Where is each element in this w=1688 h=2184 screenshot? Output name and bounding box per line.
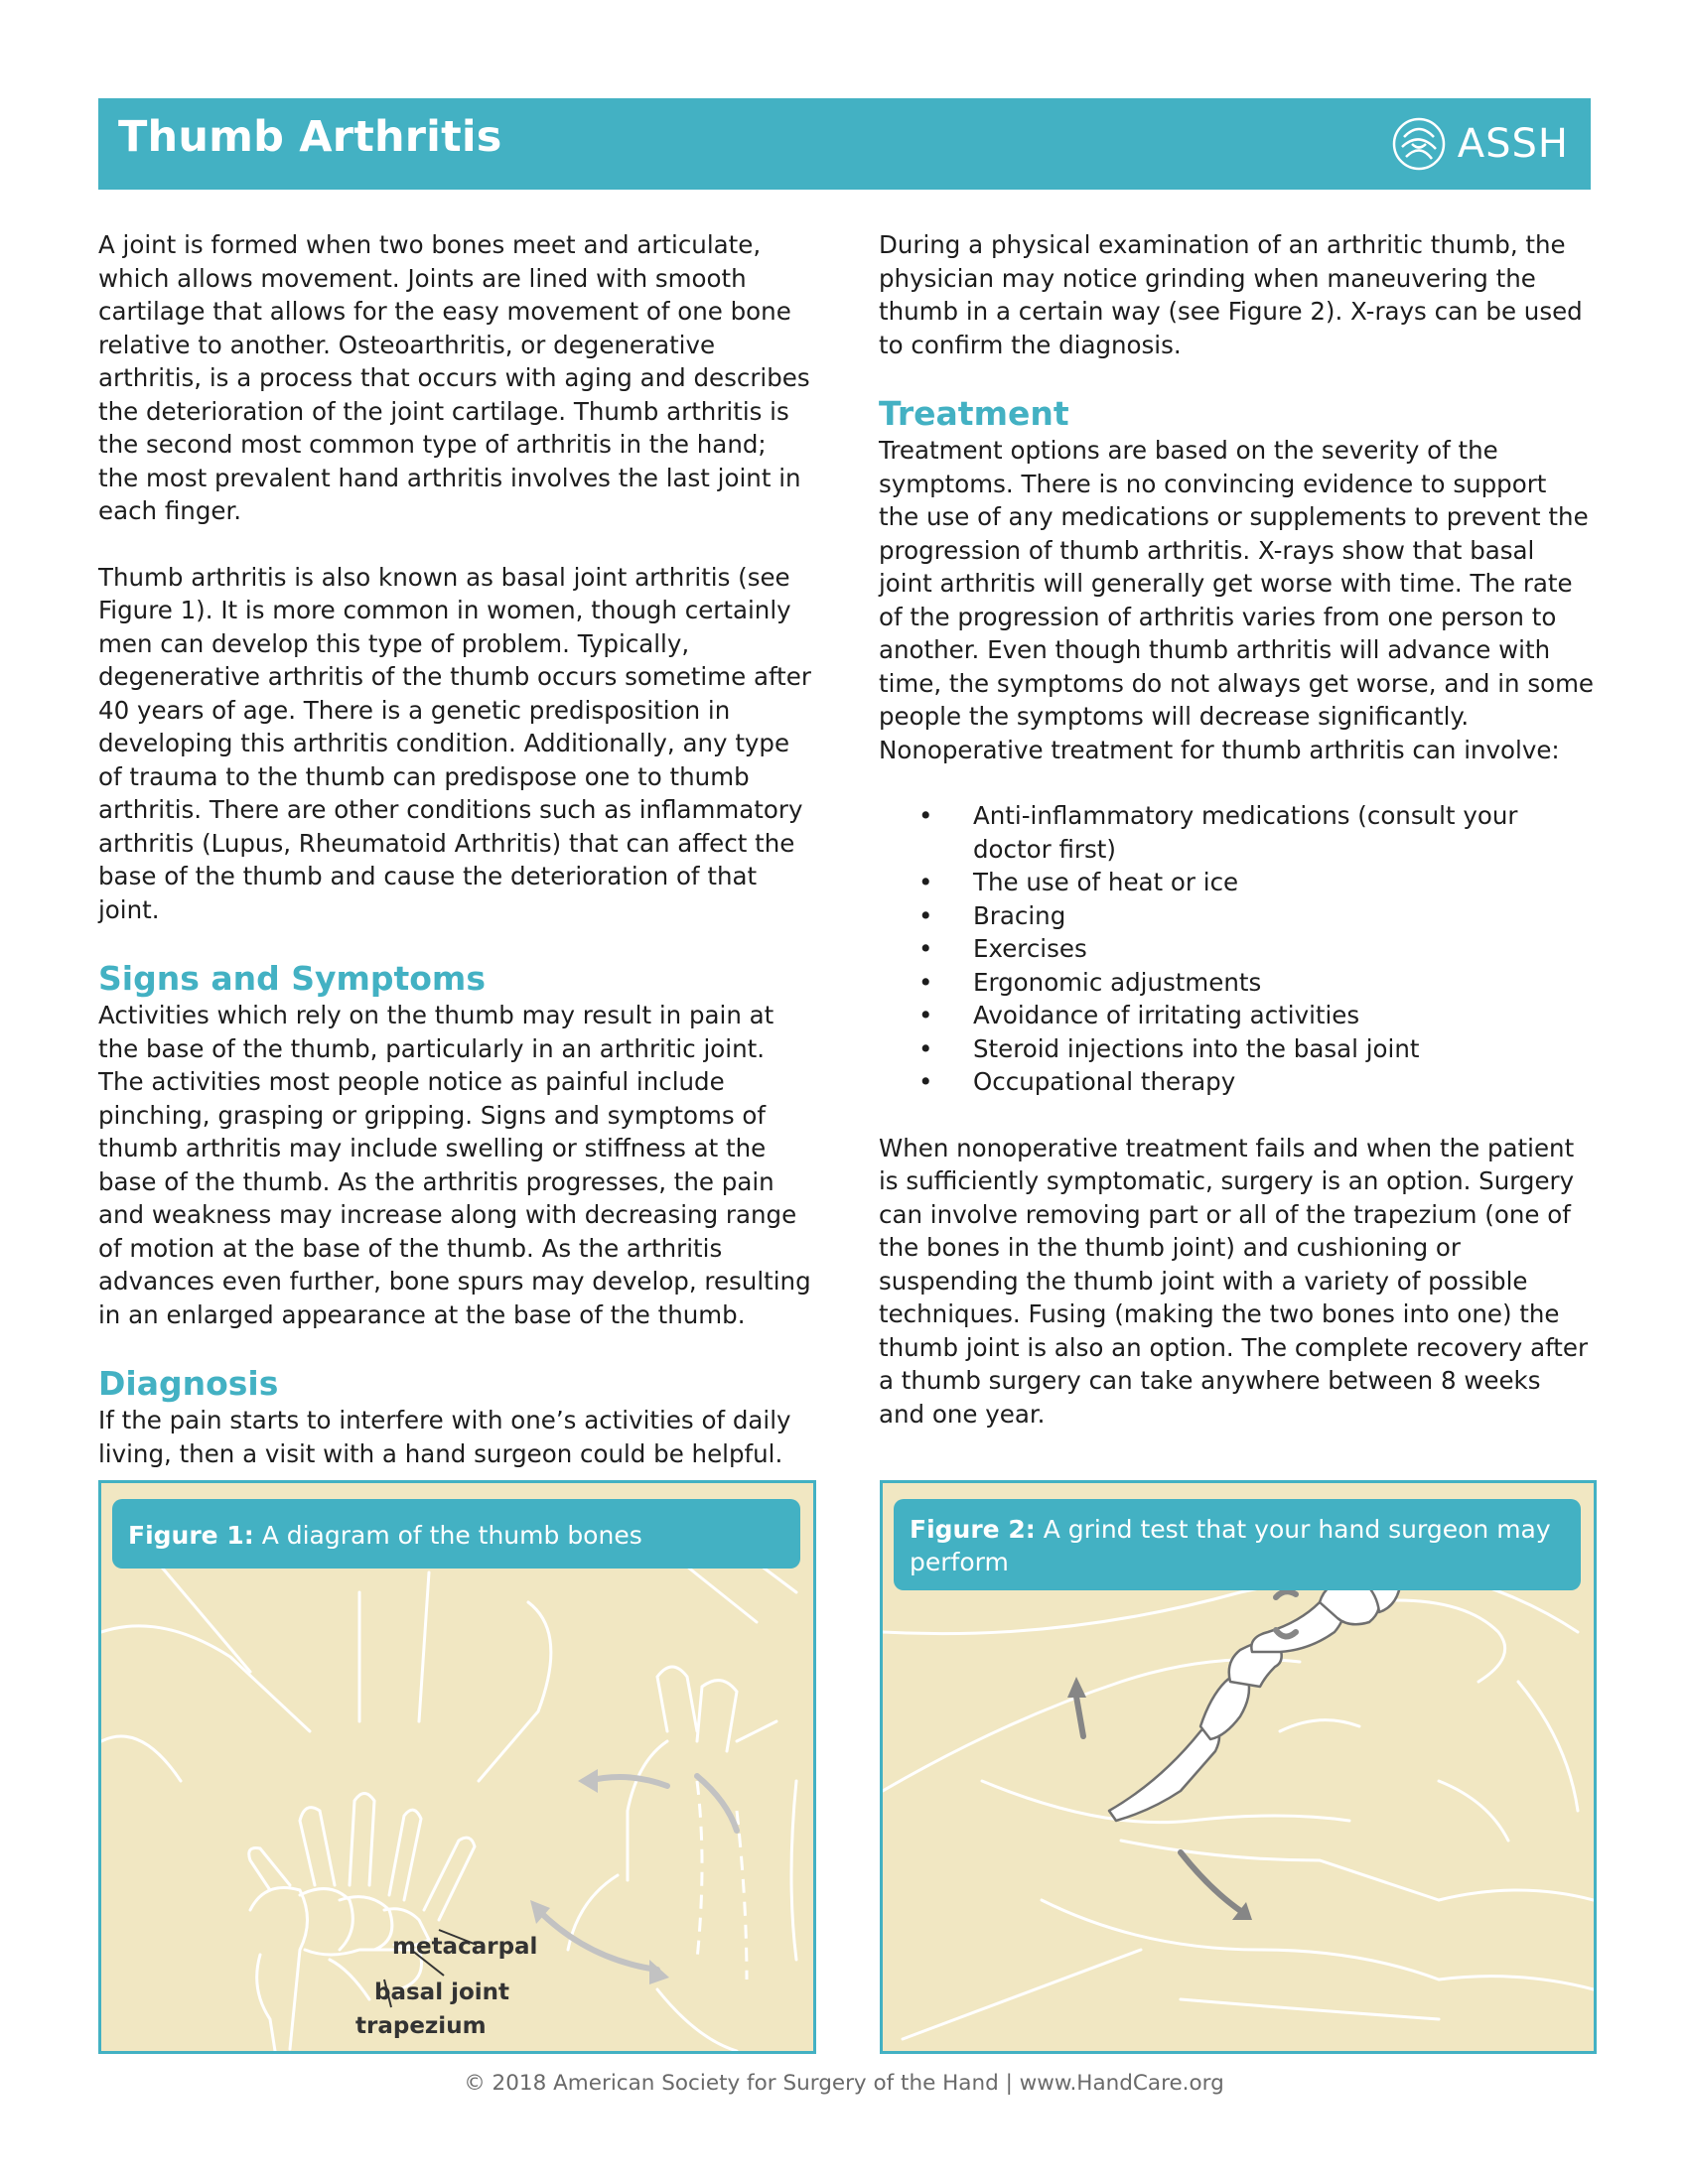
figure-1-caption-text: A diagram of the thumb bones: [261, 1521, 642, 1550]
bullet-icon: •: [918, 934, 933, 963]
right-column: [879, 228, 1594, 1463]
bullet-icon: •: [918, 1001, 933, 1029]
intro-paragraph-2: Thumb arthritis is also known as basal joint arthritis (see Figure 1). It is more common in women, though certainly men can develop this type of problem. Typically, degenerative arthritis of the thumb occurs sometime after 40 years of age. There is a genetic predisposition in developing this arthritis condition. Additionally, any type of trauma to the thumb can predispose one to thumb arthritis. There are other conditions such as inflammatory arthritis (Lupus, Rheumatoid Arthritis) that can affect the base of the thumb and cause the deterioration of that joint.: [98, 562, 811, 924]
treatment-list: [879, 799, 1594, 1099]
list-item: • Ergonomic adjustments: [918, 966, 1594, 1000]
surgery-paragraph: When nonoperative treatment fails and when the patient is sufficiently symptomatic, surgery is an option. Surgery can involve removing part or all of the trapezium (one of the bones in the thumb joint) and cushioning or suspending the thumb joint with a variety of possible techniques. Fusing (making the two bones into one) the thumb joint is also an option. The complete recovery after a thumb surgery can take anywhere between 8 weeks and one year.: [879, 1133, 1589, 1429]
bullet-icon: •: [918, 801, 933, 830]
figure-2: [880, 1480, 1597, 2054]
list-item: • Steroid injections into the basal joint: [918, 1032, 1594, 1066]
signs-symptoms-heading: Signs and Symptoms: [98, 959, 486, 998]
footer: © 2018 American Society for Surgery of the Hand | www.HandCare.org: [464, 2071, 1224, 2096]
list-item: • Avoidance of irritating activities: [918, 999, 1594, 1032]
figure-1-caption: [112, 1499, 800, 1569]
page-title: Thumb Arthritis: [118, 112, 502, 162]
list-item: • Exercises: [918, 932, 1594, 966]
label-metacarpal: metacarpal: [392, 1934, 538, 1960]
signs-symptoms-text: Activities which rely on the thumb may result in pain at the base of the thumb, particularly in an arthritic joint. The activities most people notice as painful include pinching, grasping or gripping. Signs and symptoms of thumb arthritis may include swelling or stiffness at the base of the thumb. As the arthritis progresses, the pain and weakness may increase along with decreasing range of motion at the base of the thumb. As the arthritis advances even further, bone spurs may develop, resulting in an enlarged appearance at the base of the thumb.: [98, 1001, 811, 1329]
list-item: • The use of heat or ice: [918, 866, 1594, 899]
logo-text: ASSH: [1457, 121, 1569, 167]
list-item: • Bracing: [918, 899, 1594, 933]
bullet-icon: •: [918, 868, 933, 896]
label-basal-joint: basal joint: [374, 1979, 510, 2005]
bullet-icon: •: [918, 1033, 933, 1063]
bullet-icon: •: [918, 1067, 933, 1096]
figure-2-label: Figure 2:: [910, 1515, 1036, 1544]
assh-logo[interactable]: [1390, 112, 1569, 176]
diagnosis-heading: Diagnosis: [98, 1364, 279, 1403]
bullet-icon: •: [918, 900, 933, 930]
figure-1: [98, 1480, 816, 2054]
swirl-logo-icon: [1390, 115, 1448, 173]
list-item: • Anti-inflammatory medications (consult your doctor first): [918, 801, 1518, 864]
figure-2-caption: [894, 1499, 1581, 1590]
left-column: [98, 228, 813, 1503]
treatment-heading: Treatment: [879, 394, 1069, 433]
intro-paragraph-1: A joint is formed when two bones meet and articulate, which allows movement. Joints are lined with smooth cartilage that allows for the easy movement of one bone relative to another. Osteoarthritis, or degenerative arthritis, is a process that occurs with aging and describes the deterioration of the joint cartilage. Thumb arthritis is the second most common type of arthritis in the hand; the most prevalent hand arthritis involves the last joint in each finger.: [98, 230, 810, 525]
list-item: • Occupational therapy: [918, 1065, 1594, 1099]
treatment-text: Treatment options are based on the severity of the symptoms. There is no convincing evidence to support the use of any medications or supplements to prevent the progression of thumb arthritis. X-rays show that basal joint arthritis will generally get worse with time. The rate of the progression of arthritis varies from one person to another. Even though thumb arthritis will advance with time, the symptoms do not always get worse, and in some people the symptoms will decrease significantly. Nonoperative treatment for thumb arthritis can involve:: [879, 436, 1595, 764]
exam-paragraph: During a physical examination of an arthritic thumb, the physician may notice grinding when maneuvering the thumb in a certain way (see Figure 2). X-rays can be used to confirm the diagnosis.: [879, 230, 1583, 359]
figure-2-caption-text: A grind test that your hand surgeon may perform: [910, 1515, 1551, 1576]
title-banner: [98, 98, 1591, 190]
label-trapezium: trapezium: [355, 2013, 487, 2039]
diagnosis-text: If the pain starts to interfere with one’s activities of daily living, then a visit with a hand surgeon could be helpful.: [98, 1406, 791, 1468]
figure-1-label: Figure 1:: [128, 1521, 254, 1550]
bullet-icon: •: [918, 967, 933, 997]
